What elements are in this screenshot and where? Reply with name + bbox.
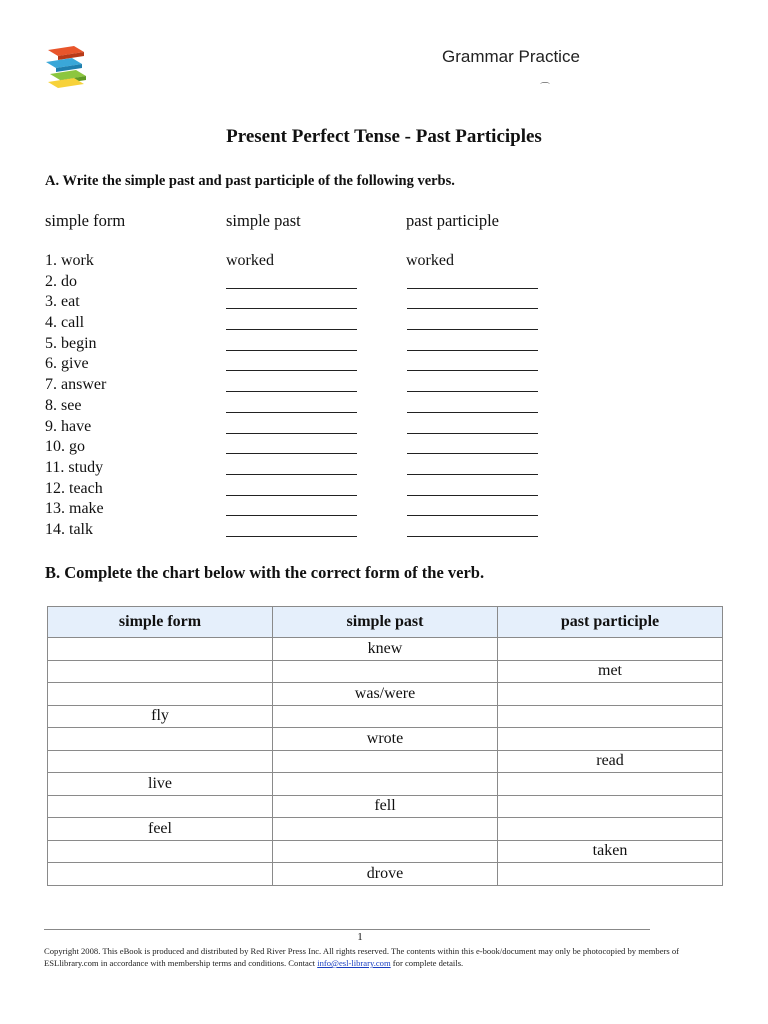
verb-simple-form: 14. talk — [45, 520, 93, 538]
past-participle-answer-blank[interactable] — [407, 412, 538, 413]
chart-cell-past-participle[interactable] — [498, 705, 723, 728]
simple-past-answer-blank[interactable] — [226, 329, 357, 330]
simple-past-answer-blank[interactable] — [226, 350, 357, 351]
chart-cell-simple-past[interactable] — [273, 750, 498, 773]
chart-cell-simple-form[interactable] — [48, 795, 273, 818]
chart-row — [48, 840, 723, 863]
chart-row — [48, 795, 723, 818]
chart-row — [48, 750, 723, 773]
verb-simple-form: 5. begin — [45, 334, 97, 352]
chart-header-row — [48, 607, 723, 638]
chart-cell-simple-form[interactable] — [48, 840, 273, 863]
chart-cell-past-participle: taken — [498, 840, 723, 863]
verb-simple-form: 7. answer — [45, 376, 107, 394]
past-participle-answer-blank[interactable] — [407, 308, 538, 309]
verb-simple-form: 1. work — [45, 252, 94, 269]
verb-past-participle: worked — [406, 252, 454, 269]
chart-cell-simple-past: was/were — [273, 683, 498, 706]
chart-cell-simple-past[interactable] — [273, 840, 498, 863]
copyright-text: Copyright 2008. This eBook is produced and distributed by Red River Press Inc. All rights reserved. The contents within this e-book/document may only be photocopied by members of ESLlibrary.com in accordance with membership terms and conditions. Contact — [44, 946, 680, 968]
chart-cell-simple-form: feel — [48, 818, 273, 841]
chart-row — [48, 705, 723, 728]
simple-past-answer-blank[interactable] — [226, 515, 357, 516]
verb-simple-form: 8. see — [45, 396, 82, 414]
past-participle-answer-blank[interactable] — [407, 453, 538, 454]
chart-cell-past-participle[interactable] — [498, 795, 723, 818]
chart-cell-past-participle: read — [498, 750, 723, 773]
column-header-simple-past: simple past — [226, 211, 301, 230]
column-header-simple-form: simple form — [45, 211, 126, 230]
past-participle-answer-blank[interactable] — [407, 433, 538, 434]
chart-header-past-participle: past participle — [498, 607, 723, 638]
chart-cell-past-participle[interactable] — [498, 638, 723, 661]
verb-simple-past: worked — [226, 252, 274, 269]
chart-cell-past-participle: met — [498, 660, 723, 683]
simple-past-answer-blank[interactable] — [226, 308, 357, 309]
verb-simple-form: 3. eat — [45, 293, 80, 311]
chart-cell-simple-form: fly — [48, 705, 273, 728]
chart-cell-simple-form[interactable] — [48, 638, 273, 661]
verb-simple-form: 10. go — [45, 438, 85, 456]
header-title: Grammar Practice — [442, 47, 580, 66]
simple-past-answer-blank[interactable] — [226, 536, 357, 537]
chart-header-simple-form: simple form — [48, 607, 273, 638]
contact-email-link[interactable]: info@esl-library.com — [317, 958, 391, 968]
verb-simple-form: 4. call — [45, 314, 85, 332]
chart-cell-simple-past[interactable] — [273, 705, 498, 728]
document-title: Present Perfect Tense - Past Participles — [226, 126, 542, 147]
chart-row — [48, 818, 723, 841]
stacked-books-icon — [44, 44, 88, 90]
past-participle-answer-blank[interactable] — [407, 474, 538, 475]
past-participle-answer-blank[interactable] — [407, 391, 538, 392]
chart-cell-simple-form[interactable] — [48, 750, 273, 773]
past-participle-answer-blank[interactable] — [407, 370, 538, 371]
chart-cell-simple-past[interactable] — [273, 660, 498, 683]
chart-cell-simple-form[interactable] — [48, 683, 273, 706]
chart-cell-simple-form[interactable] — [48, 863, 273, 886]
verb-chart — [47, 606, 723, 886]
chart-cell-past-participle[interactable] — [498, 818, 723, 841]
verb-simple-form: 2. do — [45, 272, 77, 290]
header-mark: ⌒ — [540, 83, 550, 94]
part-a-instruction: A. Write the simple past and past participle of the following verbs. — [45, 173, 455, 189]
simple-past-answer-blank[interactable] — [226, 495, 357, 496]
chart-row — [48, 638, 723, 661]
chart-row — [48, 863, 723, 886]
past-participle-answer-blank[interactable] — [407, 350, 538, 351]
column-header-past-participle: past participle — [406, 211, 500, 230]
past-participle-answer-blank[interactable] — [407, 536, 538, 537]
part-b-instruction: B. Complete the chart below with the correct form of the verb. — [45, 563, 485, 582]
chart-cell-past-participle[interactable] — [498, 863, 723, 886]
chart-cell-simple-past[interactable] — [273, 773, 498, 796]
chart-cell-simple-past: wrote — [273, 728, 498, 751]
chart-row — [48, 683, 723, 706]
simple-past-answer-blank[interactable] — [226, 412, 357, 413]
chart-row — [48, 773, 723, 796]
chart-cell-past-participle[interactable] — [498, 773, 723, 796]
simple-past-answer-blank[interactable] — [226, 433, 357, 434]
simple-past-answer-blank[interactable] — [226, 474, 357, 475]
verb-simple-form: 13. make — [45, 500, 104, 518]
copyright-text-end: for complete details. — [390, 958, 464, 968]
past-participle-answer-blank[interactable] — [407, 495, 538, 496]
verb-simple-form: 6. give — [45, 355, 89, 373]
simple-past-answer-blank[interactable] — [226, 288, 357, 289]
verb-simple-form: 11. study — [45, 458, 104, 476]
past-participle-answer-blank[interactable] — [407, 288, 538, 289]
chart-cell-simple-form: live — [48, 773, 273, 796]
verb-simple-form: 12. teach — [45, 479, 103, 497]
chart-row — [48, 728, 723, 751]
chart-cell-simple-past: fell — [273, 795, 498, 818]
simple-past-answer-blank[interactable] — [226, 370, 357, 371]
chart-cell-past-participle[interactable] — [498, 728, 723, 751]
chart-cell-simple-past: knew — [273, 638, 498, 661]
copyright-notice — [44, 945, 684, 969]
chart-cell-simple-form[interactable] — [48, 728, 273, 751]
past-participle-answer-blank[interactable] — [407, 515, 538, 516]
chart-row — [48, 660, 723, 683]
footer-divider — [44, 929, 650, 930]
past-participle-answer-blank[interactable] — [407, 329, 538, 330]
verb-simple-form: 9. have — [45, 417, 92, 435]
chart-cell-simple-form[interactable] — [48, 660, 273, 683]
simple-past-answer-blank[interactable] — [226, 453, 357, 454]
chart-cell-past-participle[interactable] — [498, 683, 723, 706]
chart-header-simple-past: simple past — [273, 607, 498, 638]
simple-past-answer-blank[interactable] — [226, 391, 357, 392]
page-number: 1 — [357, 931, 363, 943]
chart-cell-simple-past: drove — [273, 863, 498, 886]
chart-cell-simple-past[interactable] — [273, 818, 498, 841]
